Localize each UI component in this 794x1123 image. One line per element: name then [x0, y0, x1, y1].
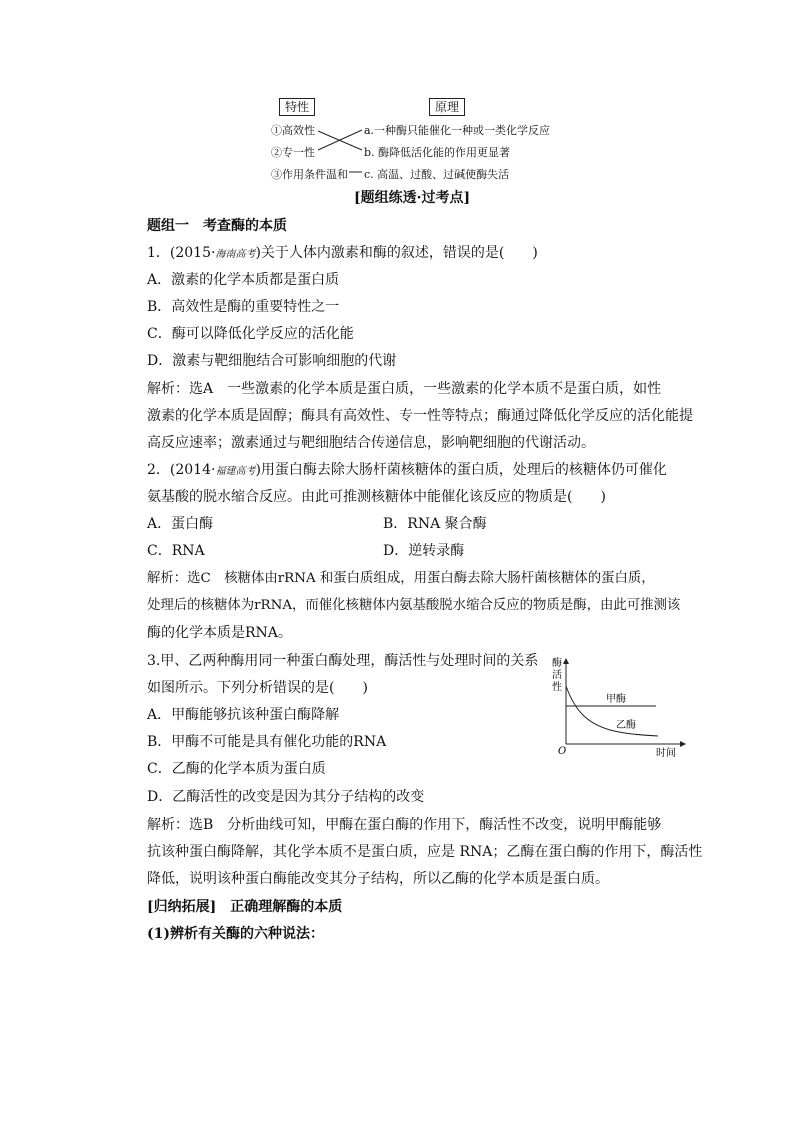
- q2-stem-line-2: 氨基酸的脱水缩合反应。由此可推测核糖体中能催化该反应的物质是( ): [147, 489, 606, 505]
- q1-option-a: A．激素的化学本质都是蛋白质: [147, 272, 340, 288]
- series-yi-label: 乙酶: [616, 720, 636, 731]
- q1-option-d: D．激素与靶细胞结合可影响细胞的代谢: [147, 353, 397, 369]
- y-label-3: 性: [552, 682, 562, 693]
- q3-stem-line-1: 3.甲、乙两种酶用同一种蛋白酶处理，酶活性与处理时间的关系: [147, 653, 539, 669]
- q2-option-a: A．蛋白酶: [147, 516, 214, 532]
- principle-item-c: c. 高温、过酸、过碱使酶失活: [364, 168, 510, 181]
- q2-option-c: C．RNA: [147, 543, 205, 559]
- q2-stem: 2．(2014·福建高考)用蛋白酶去除大肠杆菌核糖体的蛋白质，处理后的核糖体仍可催化: [147, 462, 667, 478]
- q2-source: 福建高考: [215, 466, 256, 477]
- matching-lines: [0, 0, 794, 200]
- q1-source: 海南高考: [215, 249, 256, 260]
- trait-header: 特性: [279, 98, 315, 116]
- q2-analysis-line-2: 处理后的核糖体为rRNA，而催化核糖体内氨基酸脱水缩合反应的物质是酶，由此可推测该: [147, 598, 681, 613]
- principle-item-a: a.一种酶只能催化一种或一类化学反应: [364, 124, 551, 137]
- principle-item-b: b. 酶降低活化能的作用更显著: [364, 146, 511, 159]
- trait-item-3: ③作用条件温和: [271, 168, 348, 181]
- x-axis-arrow: [680, 741, 686, 747]
- q2-option-b: B．RNA 聚合酶: [383, 516, 487, 532]
- q3-option-d: D．乙酶活性的改变是因为其分子结构的改变: [147, 789, 425, 805]
- q3-option-a: A．甲酶能够抗该种蛋白酶降解: [147, 707, 340, 723]
- q1-option-b: B．高效性是酶的重要特性之一: [147, 299, 340, 315]
- y-label-1: 酶: [552, 658, 562, 669]
- q1-stem: 1．(2015·海南高考)关于人体内激素和酶的叙述，错误的是( ): [147, 245, 538, 261]
- q3-analysis-line-2: 抗该种蛋白酶降解，其化学本质不是蛋白质，应是 RNA；乙酶在蛋白酶的作用下，酶活性: [147, 844, 703, 860]
- y-axis-arrow: [563, 658, 569, 664]
- trait-item-2: ②专一性: [271, 146, 315, 159]
- principle-header: 原理: [429, 98, 465, 116]
- q1-analysis-line-2: 激素的化学本质是固醇；酶具有高效性、专一性等特点；酶通过降低化学反应的活化能提: [147, 408, 693, 424]
- y-label-2: 活: [552, 670, 562, 681]
- q3-analysis-line-1: 解析：选B 分析曲线可知，甲酶在蛋白酶的作用下，酶活性不改变，说明甲酶能够: [147, 817, 662, 833]
- q3-option-c: C．乙酶的化学本质为蛋白质: [147, 761, 326, 777]
- origin-label: O: [558, 746, 567, 757]
- section-title: [题组练透·过考点]: [354, 190, 471, 206]
- q3-option-b: B．甲酶不可能是具有催化功能的RNA: [147, 734, 387, 750]
- q2-analysis-line-1: 解析：选C 核糖体由rRNA 和蛋白质组成，用蛋白酶去除大肠杆菌核糖体的蛋白质，: [147, 571, 655, 586]
- summary-title: [归纳拓展] 正确理解酶的本质: [147, 899, 343, 915]
- q1-analysis-line-1: 解析：选A 一些激素的化学本质是蛋白质，一些激素的化学本质不是蛋白质，如性: [147, 381, 662, 397]
- q3-analysis-line-3: 降低，说明该种蛋白酶能改变其分子结构，所以乙酶的化学本质是蛋白质。: [147, 871, 609, 887]
- q3-stem-line-2: 如图所示。下列分析错误的是( ): [147, 680, 368, 696]
- q1-option-c: C．酶可以降低化学反应的活化能: [147, 326, 354, 342]
- q1-analysis-line-3: 高反应速率；激素通过与靶细胞结合传递信息，影响靶细胞的代谢活动。: [147, 435, 595, 451]
- q2-option-d: D．逆转录酶: [383, 543, 465, 559]
- series-jia-label: 甲酶: [606, 694, 626, 705]
- q2-analysis-line-3: 酶的化学本质是RNA。: [147, 625, 292, 641]
- group-title: 题组一 考查酶的本质: [147, 218, 287, 234]
- summary-item: (1)辨析有关酶的六种说法：: [147, 926, 324, 942]
- x-label: 时间: [656, 748, 676, 759]
- enzyme-activity-chart: [540, 650, 690, 762]
- trait-item-1: ①高效性: [271, 124, 315, 137]
